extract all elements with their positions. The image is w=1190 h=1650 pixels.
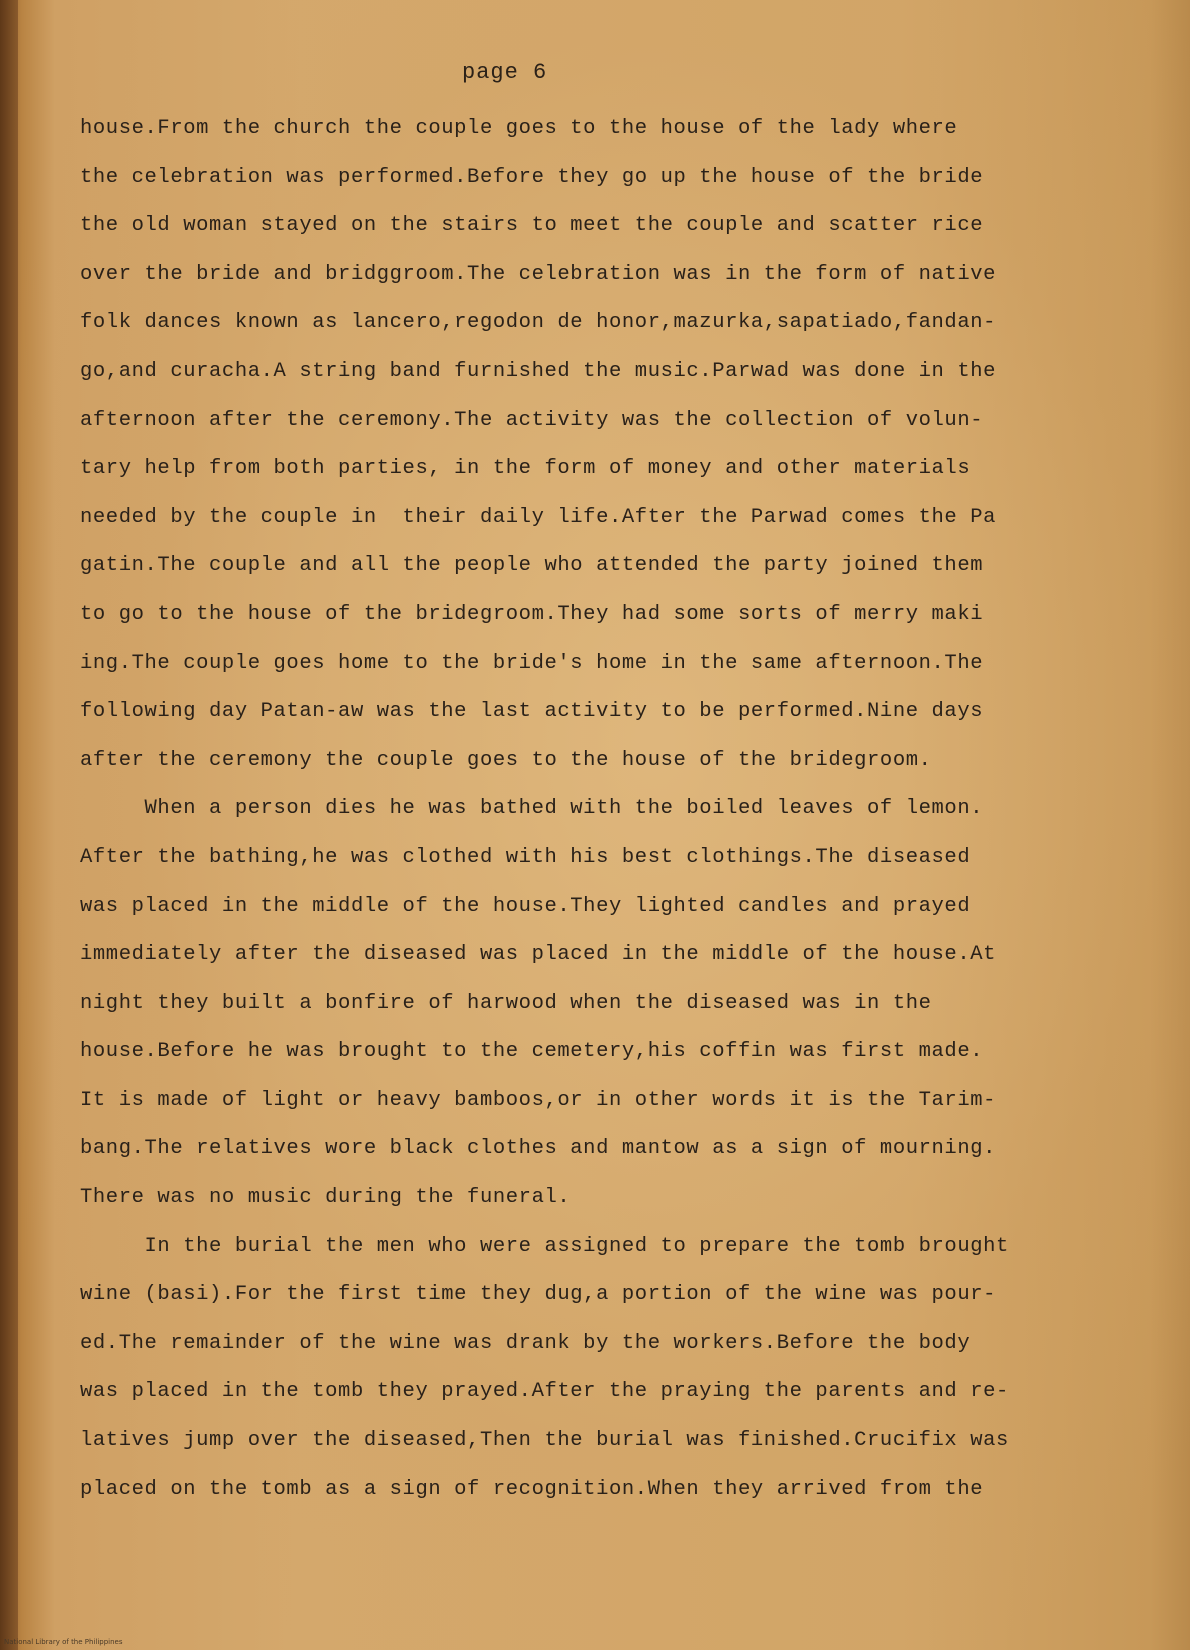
paragraph-wedding <box>80 105 1140 785</box>
text-line: over the bride and bridggroom.The celebration was in the form of native <box>80 262 997 286</box>
text-line: There was no music during the funeral. <box>80 1186 571 1210</box>
text-line: house.Before he was brought to the cemetery,his coffin was first made. <box>80 1040 984 1064</box>
paragraph-death <box>80 785 1140 1222</box>
binding-edge <box>0 0 18 1650</box>
text-line: was placed in the tomb they prayed.After the praying the parents and re- <box>80 1380 1009 1404</box>
typed-text-body <box>80 105 1140 1514</box>
text-line: gatin.The couple and all the people who attended the party joined them <box>80 554 984 578</box>
text-line: placed on the tomb as a sign of recognition.When they arrived from the <box>80 1477 984 1501</box>
text-line: ing.The couple goes home to the bride's home in the same afternoon.The <box>80 651 984 675</box>
text-line: house.From the church the couple goes to the house of the lady where <box>80 117 958 140</box>
archive-footer-note: National Library of the Philippines <box>4 1638 123 1646</box>
text-line: the celebration was performed.Before they go up the house of the bride <box>80 165 984 189</box>
text-line: after the ceremony the couple goes to the house of the bridegroom. <box>80 748 932 772</box>
text-line: to go to the house of the bridegroom.They had some sorts of merry maki <box>80 602 984 626</box>
text-line: After the bathing,he was clothed with his best clothings.The diseased <box>80 845 971 869</box>
text-line: immediately after the diseased was placed in the middle of the house.At <box>80 943 997 967</box>
text-line: tary help from both parties, in the form of money and other materials <box>80 457 971 481</box>
text-line: was placed in the middle of the house.They lighted candles and prayed <box>80 894 971 918</box>
text-line: When a person dies he was bathed with the boiled leaves of lemon. <box>80 797 984 821</box>
text-line: night they built a bonfire of harwood when the diseased was in the <box>80 991 932 1015</box>
text-line: ed.The remainder of the wine was drank by the workers.Before the body <box>80 1331 971 1355</box>
text-line: bang.The relatives wore black clothes and mantow as a sign of mourning. <box>80 1137 997 1161</box>
page-number: page 6 <box>462 60 548 85</box>
paragraph-burial <box>80 1223 1140 1515</box>
text-line: needed by the couple in their daily life.After the Parwad comes the Pa <box>80 505 997 529</box>
text-line: wine (basi).For the first time they dug,a portion of the wine was pour- <box>80 1283 997 1307</box>
text-line: It is made of light or heavy bamboos,or in other words it is the Tarim- <box>80 1088 997 1112</box>
text-line: the old woman stayed on the stairs to meet the couple and scatter rice <box>80 214 984 238</box>
text-line: go,and curacha.A string band furnished the music.Parwad was done in the <box>80 359 997 383</box>
text-line: In the burial the men who were assigned to prepare the tomb brought <box>80 1234 1009 1258</box>
text-line: afternoon after the ceremony.The activity was the collection of volun- <box>80 408 984 432</box>
text-line: following day Patan-aw was the last activity to be performed.Nine days <box>80 700 984 724</box>
text-line: folk dances known as lancero,regodon de honor,mazurka,sapatiado,fandan- <box>80 311 997 335</box>
text-line: latives jump over the diseased,Then the burial was finished.Crucifix was <box>80 1429 1009 1453</box>
